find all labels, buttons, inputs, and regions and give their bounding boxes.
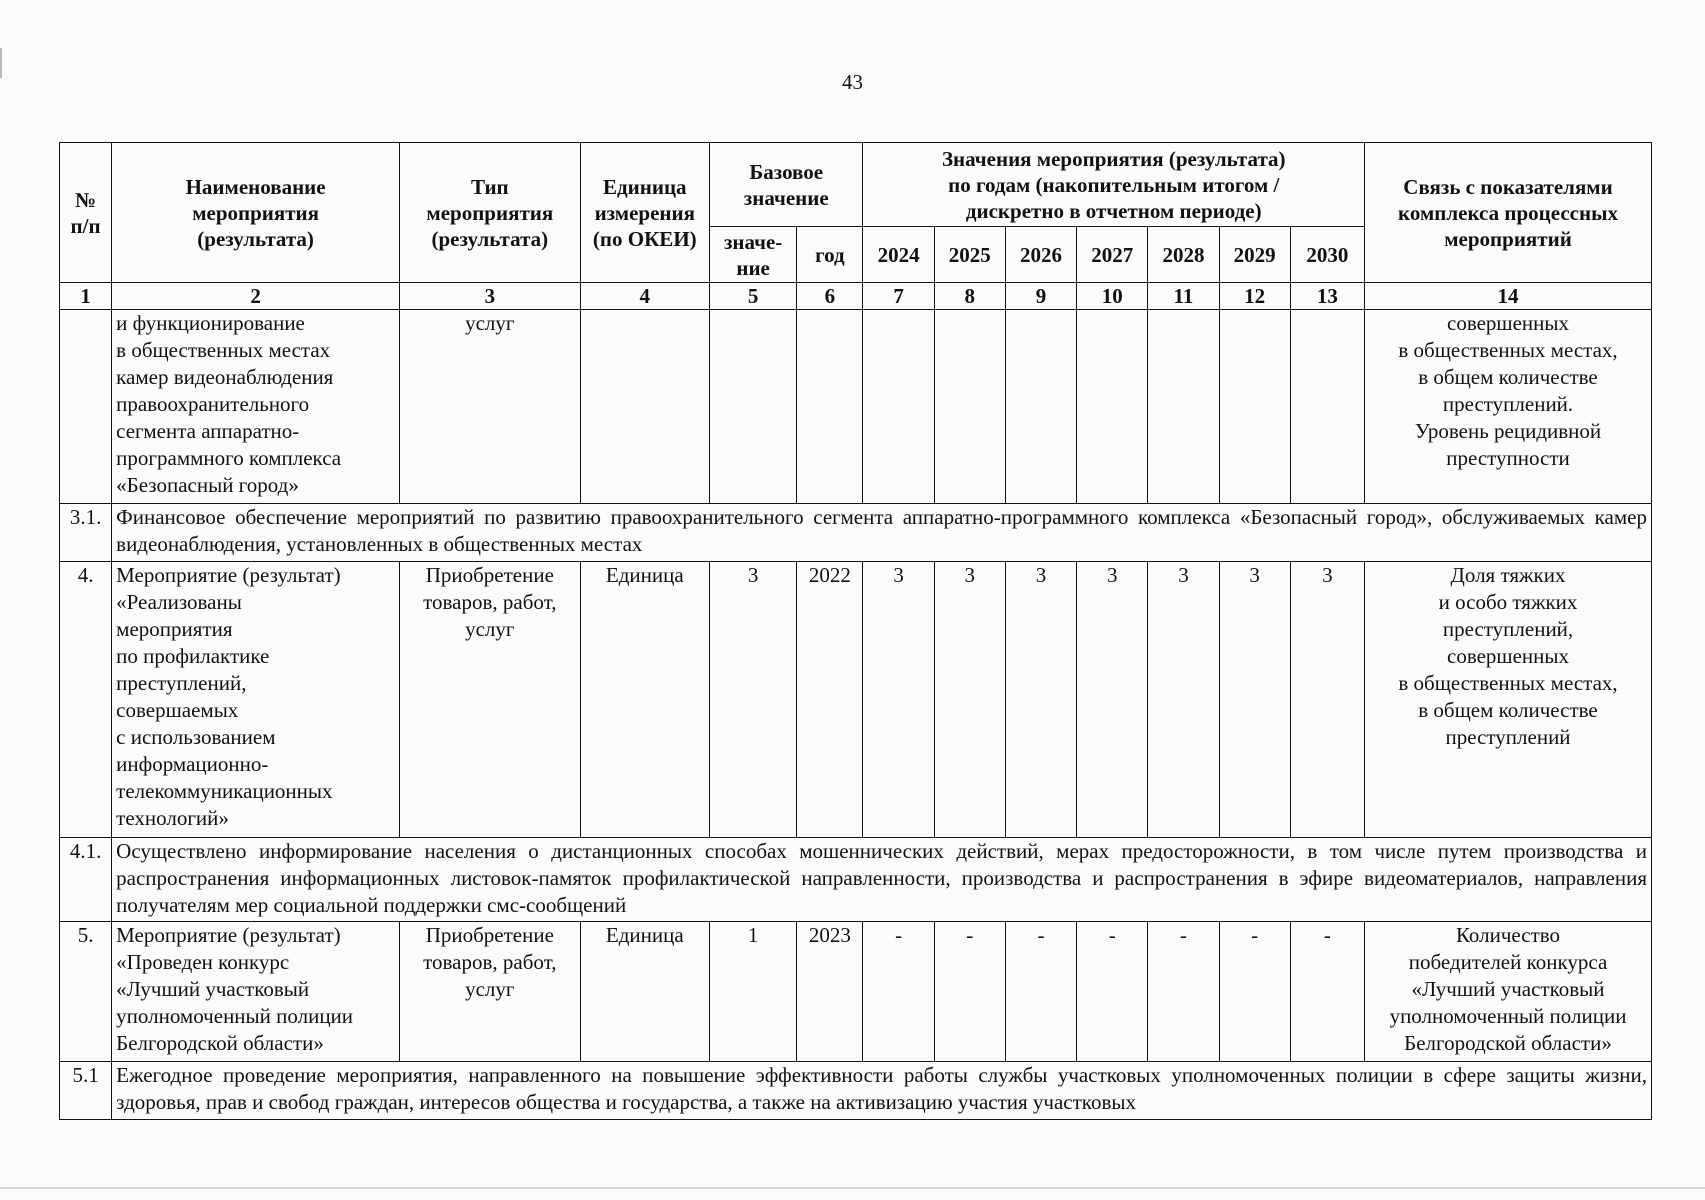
column-number: 13 bbox=[1290, 283, 1364, 310]
row-num: 5. bbox=[60, 922, 112, 1062]
row-value-2030 bbox=[1290, 310, 1364, 504]
row-value-2027: - bbox=[1077, 922, 1148, 1062]
column-number: 7 bbox=[863, 283, 934, 310]
row-value-2028: 3 bbox=[1148, 562, 1219, 838]
row-base-year bbox=[797, 310, 863, 504]
header-year-2024: 2024 bbox=[863, 227, 934, 283]
row-value-2028: - bbox=[1148, 922, 1219, 1062]
row-value-2025: 3 bbox=[934, 562, 1005, 838]
row-name: Мероприятие (результат) «Проведен конкурс «Лучший участковый уполномоченный полиции Белгородской области» bbox=[112, 922, 400, 1062]
table-row-span bbox=[60, 1062, 1652, 1120]
table-row bbox=[60, 922, 1652, 1062]
row-value-2025: - bbox=[934, 922, 1005, 1062]
column-number: 8 bbox=[934, 283, 1005, 310]
header-num: № п/п bbox=[60, 143, 112, 283]
table-header bbox=[60, 143, 1652, 283]
header-type: Тип мероприятия (результата) bbox=[400, 143, 581, 283]
header-year-2030: 2030 bbox=[1290, 227, 1364, 283]
row-type: услуг bbox=[400, 310, 581, 504]
row-span-text: Ежегодное проведение мероприятия, направленного на повышение эффективности работы службы участковых уполномоченных полиции в сфере защиты жизни, здоровья, прав и свобод граждан, интересов общества и государства, а также на активизацию участия участковых bbox=[112, 1062, 1652, 1120]
row-value-2029: 3 bbox=[1219, 562, 1290, 838]
header-unit: Единица измерения (по ОКЕИ) bbox=[580, 143, 709, 283]
row-link: совершенных в общественных местах, в общем количестве преступлений. Уровень рецидивной преступности bbox=[1365, 310, 1652, 504]
column-number: 14 bbox=[1365, 283, 1652, 310]
row-type: Приобретение товаров, работ, услуг bbox=[400, 562, 581, 838]
scan-margin-mark bbox=[0, 48, 2, 78]
column-number: 4 bbox=[580, 283, 709, 310]
row-base-value: 1 bbox=[709, 922, 796, 1062]
column-number: 5 bbox=[709, 283, 796, 310]
table-row-span bbox=[60, 838, 1652, 922]
column-number: 3 bbox=[400, 283, 581, 310]
column-number: 6 bbox=[797, 283, 863, 310]
row-value-2029: - bbox=[1219, 922, 1290, 1062]
row-value-2028 bbox=[1148, 310, 1219, 504]
row-num: 3.1. bbox=[60, 504, 112, 562]
row-base-year: 2023 bbox=[797, 922, 863, 1062]
header-year-2029: 2029 bbox=[1219, 227, 1290, 283]
column-number: 2 bbox=[112, 283, 400, 310]
row-value-2026: - bbox=[1005, 922, 1076, 1062]
row-value-2030: - bbox=[1290, 922, 1364, 1062]
row-name: и функционирование в общественных местах камер видеонаблюдения правоохранительного сегмента аппаратно- программного комплекса «Безопасный город» bbox=[112, 310, 400, 504]
row-span-text: Финансовое обеспечение мероприятий по развитию правоохранительного сегмента аппаратно-программного комплекса «Безопасный город», обслуживаемых камер видеонаблюдения, установленных в общественных местах bbox=[112, 504, 1652, 562]
row-link: Доля тяжких и особо тяжких преступлений, совершенных в общественных местах, в общем количестве преступлений bbox=[1365, 562, 1652, 838]
row-unit bbox=[580, 310, 709, 504]
column-number: 10 bbox=[1077, 283, 1148, 310]
header-year-2026: 2026 bbox=[1005, 227, 1076, 283]
row-value-2027 bbox=[1077, 310, 1148, 504]
column-number: 12 bbox=[1219, 283, 1290, 310]
header-year-2028: 2028 bbox=[1148, 227, 1219, 283]
measures-table bbox=[59, 142, 1652, 1120]
row-value-2025 bbox=[934, 310, 1005, 504]
row-num: 5.1 bbox=[60, 1062, 112, 1120]
row-num: 4.1. bbox=[60, 838, 112, 922]
row-unit: Единица bbox=[580, 562, 709, 838]
row-type: Приобретение товаров, работ, услуг bbox=[400, 922, 581, 1062]
row-name: Мероприятие (результат) «Реализованы мероприятия по профилактике преступлений, совершаемых с использованием информационно- телекоммуникационных технологий» bbox=[112, 562, 400, 838]
header-base-value: значе- ние bbox=[709, 227, 796, 283]
row-num: 4. bbox=[60, 562, 112, 838]
row-value-2024: 3 bbox=[863, 562, 934, 838]
scan-edge-line bbox=[0, 1187, 1705, 1189]
row-unit: Единица bbox=[580, 922, 709, 1062]
row-value-2024 bbox=[863, 310, 934, 504]
row-value-2030: 3 bbox=[1290, 562, 1364, 838]
row-value-2026: 3 bbox=[1005, 562, 1076, 838]
header-year-2027: 2027 bbox=[1077, 227, 1148, 283]
header-name: Наименование мероприятия (результата) bbox=[112, 143, 400, 283]
column-number: 1 bbox=[60, 283, 112, 310]
column-numbers-row bbox=[60, 283, 1652, 310]
row-base-year: 2022 bbox=[797, 562, 863, 838]
header-year-2025: 2025 bbox=[934, 227, 1005, 283]
row-base-value: 3 bbox=[709, 562, 796, 838]
row-value-2024: - bbox=[863, 922, 934, 1062]
row-value-2027: 3 bbox=[1077, 562, 1148, 838]
row-value-2029 bbox=[1219, 310, 1290, 504]
row-span-text: Осуществлено информирование населения о дистанционных способах мошеннических действий, мерах предосторожности, в том числе путем производства и распространения информационных листовок-памяток профилактической направленности, производства и распространения в эфире видеоматериалов, направления получателям мер социальной поддержки смс-сообщений bbox=[112, 838, 1652, 922]
header-values: Значения мероприятия (результата) по годам (накопительным итогом / дискретно в отчетном периоде) bbox=[863, 143, 1365, 227]
table-row bbox=[60, 310, 1652, 504]
page-number: 43 bbox=[842, 70, 863, 94]
row-num bbox=[60, 310, 112, 504]
header-base-year: год bbox=[797, 227, 863, 283]
header-link: Связь с показателями комплекса процессных мероприятий bbox=[1365, 143, 1652, 283]
header-base: Базовое значение bbox=[709, 143, 862, 227]
table-body bbox=[60, 283, 1652, 1120]
table-row bbox=[60, 562, 1652, 838]
row-link: Количество победителей конкурса «Лучший участковый уполномоченный полиции Белгородской области» bbox=[1365, 922, 1652, 1062]
column-number: 11 bbox=[1148, 283, 1219, 310]
row-base-value bbox=[709, 310, 796, 504]
row-value-2026 bbox=[1005, 310, 1076, 504]
column-number: 9 bbox=[1005, 283, 1076, 310]
table-row-span bbox=[60, 504, 1652, 562]
